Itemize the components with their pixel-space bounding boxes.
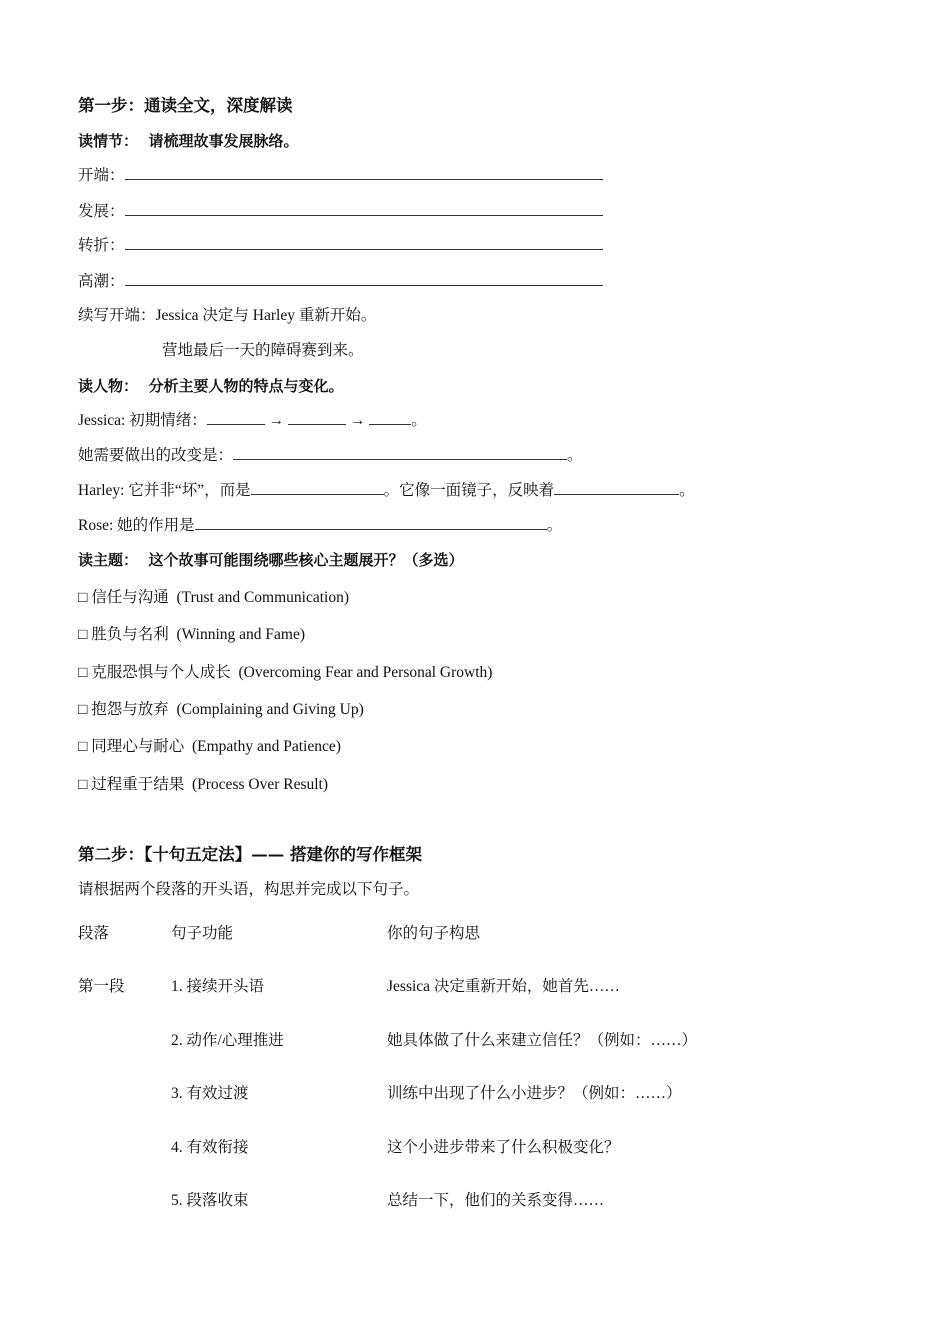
jessica-line (78, 410, 427, 431)
sentence-idea: 总结一下，他们的关系变得…… (387, 1192, 605, 1209)
answer-blank[interactable] (251, 480, 384, 495)
plot-item-label: 高潮： (78, 273, 125, 290)
plot-climax (78, 271, 603, 292)
plot-heading: 读情节： 请梳理故事发展脉络。 (78, 132, 299, 150)
plot-development (78, 201, 603, 222)
period: 。 (567, 447, 583, 464)
period: 。 (411, 412, 427, 429)
answer-blank[interactable] (554, 480, 679, 495)
answer-blank[interactable] (125, 201, 603, 216)
sentence-function: 4. 有效衔接 (171, 1139, 249, 1156)
sentence-function: 2. 动作/心理推进 (171, 1032, 284, 1049)
theme-option[interactable]: □ 克服恐惧与个人成长 (Overcoming Fear and Personal Growth) (78, 664, 493, 681)
rose-label: Rose: 她的作用是 (78, 517, 195, 534)
answer-blank[interactable] (369, 410, 411, 425)
plot-item-label: 开端： (78, 167, 125, 184)
character-heading: 读人物： 分析主要人物的特点与变化。 (78, 377, 344, 395)
paragraph-label: 第一段 (78, 978, 125, 995)
change-label: 她需要做出的改变是： (78, 447, 234, 464)
header-paragraph: 段落 (78, 925, 110, 942)
answer-blank[interactable] (125, 271, 603, 286)
plot-beginning (78, 165, 603, 186)
jessica-label: Jessica: 初期情绪： (78, 412, 207, 429)
theme-heading: 读主题： 这个故事可能围绕哪些核心主题展开？（多选） (78, 551, 464, 569)
step2-instruction: 请根据两个段落的开头语，构思并完成以下句子。 (78, 881, 420, 898)
step2-title: 第二步：【十句五定法】—— 搭建你的写作框架 (78, 845, 422, 864)
plot-item-label: 转折： (78, 237, 125, 254)
sentence-function: 5. 段落收束 (171, 1192, 249, 1209)
harley-line (78, 480, 695, 501)
rose-line (78, 515, 562, 536)
arrow-icon: → (268, 412, 285, 429)
step1-title: 第一步：通读全文，深度解读 (78, 96, 293, 115)
plot-turn (78, 235, 603, 256)
header-idea: 你的句子构思 (387, 925, 481, 942)
answer-blank[interactable] (207, 410, 265, 425)
sentence-idea: Jessica 决定重新开始，她首先…… (387, 978, 620, 995)
harley-mid: 。它像一面镜子，反映着 (383, 482, 555, 499)
sentence-function: 3. 有效过渡 (171, 1085, 249, 1102)
header-function: 句子功能 (171, 925, 234, 942)
answer-blank[interactable] (195, 515, 547, 530)
change-line (78, 445, 583, 466)
harley-label: Harley: 它并非“坏”，而是 (78, 482, 251, 499)
answer-blank[interactable] (288, 410, 346, 425)
period: 。 (546, 517, 563, 534)
sentence-function: 1. 接续开头语 (171, 978, 265, 995)
answer-blank[interactable] (125, 235, 603, 250)
theme-option[interactable]: □ 抱怨与放弃 (Complaining and Giving Up) (78, 701, 364, 718)
sentence-idea: 她具体做了什么来建立信任？（例如：……） (387, 1032, 698, 1049)
continuation-line2: 营地最后一天的障碍赛到来。 (162, 342, 364, 359)
plot-item-label: 发展： (78, 203, 125, 220)
answer-blank[interactable] (125, 165, 603, 180)
answer-blank[interactable] (233, 445, 567, 460)
arrow-icon: → (349, 412, 366, 429)
sentence-idea: 训练中出现了什么小进步？（例如：……） (387, 1085, 682, 1102)
theme-option[interactable]: □ 胜负与名利 (Winning and Fame) (78, 626, 305, 643)
period: 。 (679, 482, 695, 499)
theme-option[interactable]: □ 信任与沟通 (Trust and Communication) (78, 589, 349, 606)
sentence-idea: 这个小进步带来了什么积极变化？ (387, 1139, 620, 1156)
theme-option[interactable]: □ 过程重于结果 (Process Over Result) (78, 776, 329, 793)
continuation-start: 续写开端：Jessica 决定与 Harley 重新开始。 (78, 307, 377, 324)
theme-option[interactable]: □ 同理心与耐心 (Empathy and Patience) (78, 738, 341, 755)
